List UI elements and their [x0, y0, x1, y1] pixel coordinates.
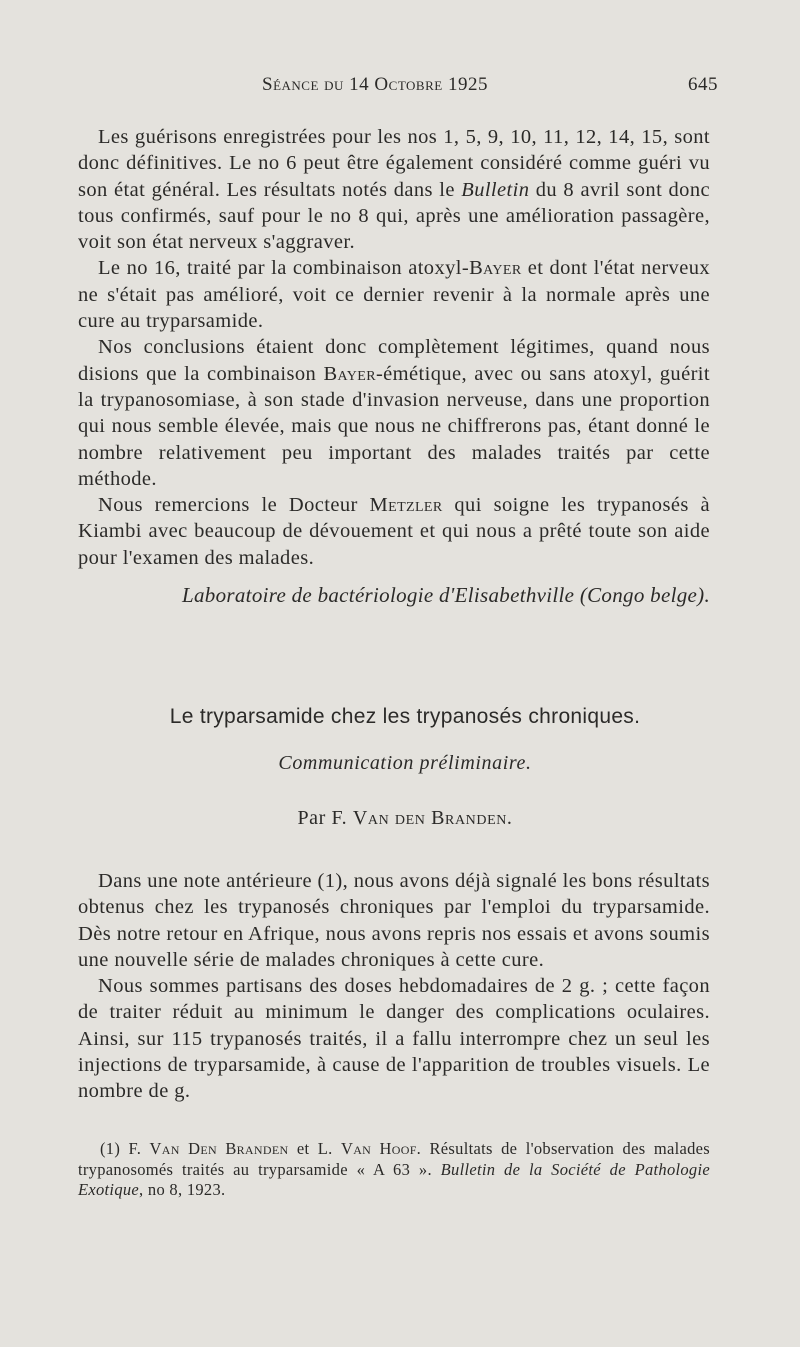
page-header [262, 74, 718, 96]
article-body [78, 868, 710, 1105]
footnote [78, 1139, 710, 1201]
text-run: (1) F. [100, 1139, 150, 1158]
article-author [100, 807, 710, 830]
author-name: Van den Branden. [352, 807, 513, 829]
paragraph [78, 334, 710, 492]
author-prefix: Par F. [297, 807, 353, 829]
article-subtitle: Communication préliminaire. [278, 752, 532, 774]
proper-name: Bayer [469, 257, 522, 280]
paragraph: Dans une note antérieure (1), nous avons déjà signalé les bons résultats obtenus chez les trypanosés chroniques par l'emploi du tryparsamide. Dès notre retour en Afrique, nous avons repris nos essais et avons soumis une nouvelle série de malades chroniques à cette cure. [78, 870, 710, 971]
proper-name: Bayer [323, 362, 376, 385]
author-name: Van Den Branden [149, 1139, 289, 1158]
text-run: et dont l'état nerveux ne s'était pas amélioré, voit ce dernier revenir à la normale après une cure au tryparsamide. [78, 257, 710, 333]
text-run: . Résultats de l'observation des malades trypanosomés traités au tryparsamide « A 63 ». [78, 1139, 711, 1179]
text-run: du 8 avril sont donc tous confirmés, sauf pour le no 8 qui, après une amélioration passagère, voit son état nerveux s'aggraver. [78, 178, 710, 254]
article-title: Le tryparsamide chez les trypanosés chroniques. [169, 705, 641, 728]
text-run: qui soigne les trypanosés à Kiambi avec beaucoup de dévouement et qui nous a prêté toute son aide pour l'examen des malades. [78, 494, 710, 569]
text-run: , no 8, 1923. [139, 1180, 226, 1199]
paragraph [78, 492, 710, 571]
paragraph [78, 255, 710, 334]
journal-name: Bulletin [461, 178, 530, 201]
journal-name: Bulletin de la Société de Pathologie Exotique [78, 1159, 710, 1199]
proper-name: Metzler [369, 494, 443, 517]
article-conclusion [78, 124, 710, 571]
text-run: Nos conclusions étaient donc complètement légitimes, quand nous disions que la combinaison [78, 336, 710, 385]
text-run: Le no 16, traité par la combinaison atoxyl- [98, 257, 470, 280]
text-run: Nous remercions le Docteur [98, 494, 370, 517]
text-run: -émétique, avec ou sans atoxyl, guérit la trypanosomiase, à son stade d'invasion nerveuse, dans une proportion qui nous semble élevée, mais que nous ne chiffrerons pas, étant donné le nombre relativement peu important des malades traités par cette méthode. [78, 362, 710, 490]
footnote-text [78, 1139, 710, 1201]
page-number: 645 [688, 74, 718, 95]
paragraph: Nous sommes partisans des doses hebdomadaires de 2 g. ; cette façon de traiter réduit au minimum le danger des complications oculaires. Ainsi, sur 115 trypanosés traités, il a fallu interrompre chez un seul les injections de tryparsamide, à cause de l'apparition de troubles visuels. Le nombre de g. [78, 975, 710, 1103]
paragraph [78, 124, 710, 255]
running-title: Séance du 14 Octobre 1925 [262, 74, 488, 95]
laboratory-signature: Laboratoire de bactériologie d'Elisabethville (Congo belge). [182, 583, 710, 607]
text-run: et L. [288, 1139, 341, 1158]
text-run: Les guérisons enregistrées pour les nos 1, 5, 9, 10, 11, 12, 14, 15, sont donc définitives. Le no 6 peut être également considéré comme guéri vu son état général. Les résultats notés dans le [78, 126, 710, 201]
author-name: Van Hoof [340, 1139, 417, 1158]
